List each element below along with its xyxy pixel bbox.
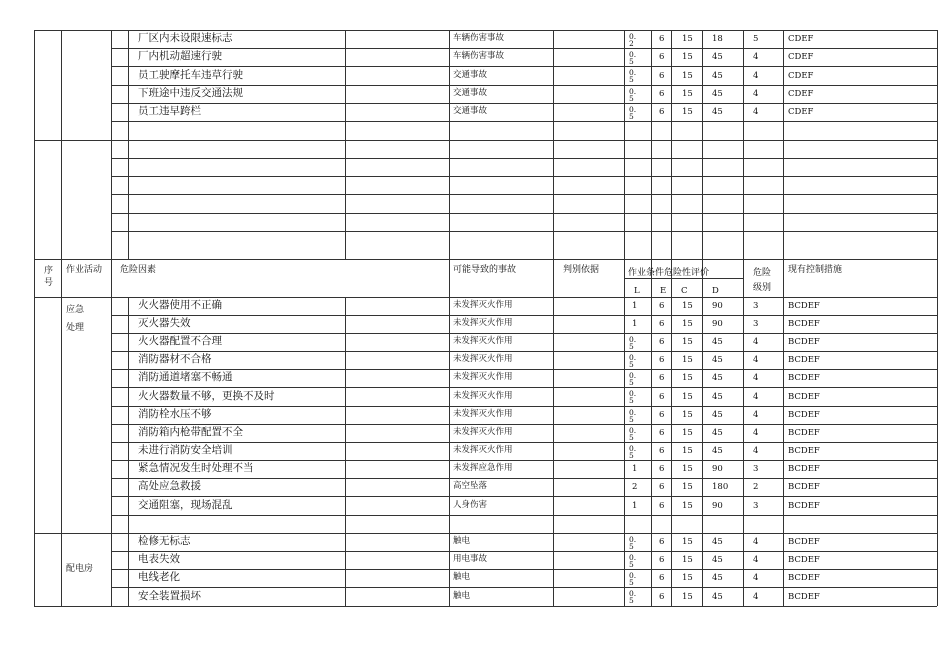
activity-switch-room: 配电房 <box>66 564 94 574</box>
accident-cell: 人身伤害 <box>453 499 488 510</box>
row-line <box>111 351 937 352</box>
consequence-cell: 15 <box>682 591 693 602</box>
consequence-cell: 15 <box>682 428 693 438</box>
risk-level-cell: 4 <box>753 52 759 62</box>
consequence-cell: 15 <box>682 70 693 81</box>
accident-cell: 未发挥灭火作用 <box>453 336 513 346</box>
danger-score-cell: 45 <box>712 89 723 99</box>
danger-score-cell: 45 <box>712 537 723 547</box>
danger-score-cell: 90 <box>712 500 723 511</box>
row-line <box>111 587 937 588</box>
accident-cell: 高空坠落 <box>453 481 488 491</box>
eval-header-line <box>624 278 743 279</box>
exposure-cell: 6 <box>659 591 665 602</box>
row-line <box>111 442 937 443</box>
exposure-cell: 6 <box>659 70 665 81</box>
consequence-cell: 15 <box>682 107 693 117</box>
likelihood-cell: 0. 5 <box>629 353 637 369</box>
row-line <box>111 48 937 49</box>
hazard-cell: 灭火器失效 <box>138 317 191 329</box>
accident-cell: 未发挥灭火作用 <box>453 390 513 401</box>
danger-score-cell: 45 <box>712 391 723 402</box>
row-line <box>111 551 937 552</box>
exposure-cell: 6 <box>659 337 665 347</box>
col-line-k <box>702 30 703 606</box>
header-measures: 现有控制措施 <box>788 265 843 275</box>
exposure-cell: 6 <box>659 34 665 44</box>
control-measures-cell: BCDEF <box>788 319 820 329</box>
control-measures-cell: BCDEF <box>788 482 820 492</box>
likelihood-cell: 0. 5 <box>629 68 637 84</box>
control-measures-cell: BCDEF <box>788 391 820 402</box>
row-line <box>111 369 937 370</box>
accident-cell: 触电 <box>453 572 471 582</box>
header-C: C <box>681 286 688 296</box>
risk-level-cell: 5 <box>753 34 759 44</box>
likelihood-cell: 0. 5 <box>629 408 637 424</box>
col-line-h <box>624 30 625 606</box>
control-measures-cell: BCDEF <box>788 446 820 456</box>
danger-score-cell: 90 <box>712 319 723 329</box>
header-basis: 判别依据 <box>563 265 600 275</box>
danger-score-cell: 45 <box>712 428 723 438</box>
risk-level-cell: 4 <box>753 89 759 99</box>
consequence-cell: 15 <box>682 52 693 62</box>
danger-score-cell: 45 <box>712 70 723 81</box>
risk-level-cell: 4 <box>753 391 759 402</box>
exposure-cell: 6 <box>659 537 665 547</box>
accident-cell: 未发挥灭火作用 <box>453 372 513 382</box>
row-line <box>111 213 937 214</box>
exposure-cell: 6 <box>659 555 665 565</box>
danger-score-cell: 45 <box>712 373 723 383</box>
exposure-cell: 6 <box>659 319 665 329</box>
control-measures-cell: CDEF <box>788 89 814 99</box>
risk-level-cell: 3 <box>753 301 759 311</box>
consequence-cell: 15 <box>682 555 693 565</box>
likelihood-cell: 0. 5 <box>629 571 637 587</box>
control-measures-cell: CDEF <box>788 107 814 117</box>
row-line <box>111 387 937 388</box>
risk-level-cell: 3 <box>753 319 759 329</box>
hazard-cell: 厂区内未设限速标志 <box>138 32 233 44</box>
accident-cell: 触电 <box>453 590 471 601</box>
row-line <box>34 259 937 260</box>
exposure-cell: 6 <box>659 410 665 420</box>
row-line <box>111 66 937 67</box>
hazard-cell: 火火器使用不正确 <box>138 299 222 311</box>
row-line <box>111 569 937 570</box>
likelihood-cell: 1 <box>632 301 638 311</box>
hazard-cell: 消防器材不合格 <box>138 353 212 365</box>
danger-score-cell: 45 <box>712 555 723 565</box>
likelihood-cell: 0. 2 <box>629 32 637 48</box>
likelihood-cell: 0. 5 <box>629 87 637 103</box>
control-measures-cell: BCDEF <box>788 464 820 474</box>
row-line <box>111 460 937 461</box>
control-measures-cell: BCDEF <box>788 537 820 547</box>
col-line-g <box>553 259 554 297</box>
col-line-c <box>111 30 112 606</box>
control-measures-cell: BCDEF <box>788 410 820 420</box>
row-line <box>34 606 937 607</box>
consequence-cell: 15 <box>682 373 693 383</box>
risk-level-cell: 2 <box>753 482 759 492</box>
hazard-cell: 火火器数量不够，更换不及时 <box>138 389 275 402</box>
consequence-cell: 15 <box>682 319 693 329</box>
control-measures-cell: CDEF <box>788 34 814 44</box>
row-line <box>111 424 937 425</box>
accident-cell: 交通事故 <box>453 106 488 116</box>
hazard-cell: 电线老化 <box>138 571 180 583</box>
control-measures-cell: BCDEF <box>788 373 820 383</box>
header-E: E <box>660 286 667 296</box>
hazard-cell: 安全装置损坏 <box>138 589 201 602</box>
hazard-cell: 检修无标志 <box>138 535 191 547</box>
row-line <box>111 515 937 516</box>
control-measures-cell: CDEF <box>788 52 814 62</box>
row-line <box>34 140 937 141</box>
risk-level-cell: 4 <box>753 355 759 365</box>
likelihood-cell: 2 <box>632 482 638 492</box>
row-line <box>111 333 937 334</box>
accident-cell: 用电事故 <box>453 554 488 564</box>
col-line-d <box>128 30 129 259</box>
accident-cell: 未发挥灭火作用 <box>453 427 513 437</box>
consequence-cell: 15 <box>682 301 693 311</box>
likelihood-cell: 0. 5 <box>629 50 637 66</box>
exposure-cell: 6 <box>659 464 665 474</box>
risk-level-cell: 4 <box>753 373 759 383</box>
danger-score-cell: 45 <box>712 52 723 62</box>
likelihood-cell: 0. 5 <box>629 589 637 605</box>
accident-cell: 车辆伤害事故 <box>453 33 505 43</box>
consequence-cell: 15 <box>682 573 693 583</box>
col-line-l <box>743 30 744 606</box>
exposure-cell: 6 <box>659 52 665 62</box>
col-line-m <box>783 30 784 606</box>
col-line-a <box>34 30 35 606</box>
danger-score-cell: 45 <box>712 355 723 365</box>
hazard-cell: 消防栓水压不够 <box>138 408 212 420</box>
hazard-cell: 未进行消防安全培训 <box>138 444 233 456</box>
col-line-j <box>671 30 672 606</box>
hazard-cell: 火火器配置不合理 <box>138 335 222 347</box>
col-line-i <box>651 30 652 606</box>
header-hazard: 危险因素 <box>120 265 157 275</box>
row-line <box>111 121 937 122</box>
control-measures-cell: BCDEF <box>788 428 820 438</box>
likelihood-cell: 0. 5 <box>629 535 637 551</box>
row-line <box>111 406 937 407</box>
risk-level-cell: 4 <box>753 107 759 117</box>
row-line <box>34 297 937 298</box>
risk-level-cell: 4 <box>753 70 759 81</box>
control-measures-cell: BCDEF <box>788 355 820 365</box>
risk-level-cell: 4 <box>753 428 759 438</box>
activity-emergency: 应急 处理 <box>66 305 85 333</box>
hazard-cell: 下班途中违反交通法规 <box>138 87 243 99</box>
col-line-d <box>128 297 129 606</box>
hazard-assessment-table <box>34 30 937 606</box>
accident-cell: 车辆伤害事故 <box>453 51 505 61</box>
accident-cell: 未发挥灭火作用 <box>453 354 513 364</box>
consequence-cell: 15 <box>682 337 693 347</box>
control-measures-cell: CDEF <box>788 70 814 81</box>
row-line <box>111 176 937 177</box>
hazard-cell: 交通阻塞，现场混乱 <box>138 498 233 511</box>
consequence-cell: 15 <box>682 355 693 365</box>
danger-score-cell: 45 <box>712 573 723 583</box>
accident-cell: 交通事故 <box>453 69 488 80</box>
header-seq: 序 号 <box>44 266 54 288</box>
risk-level-cell: 4 <box>753 573 759 583</box>
accident-cell: 未发挥灭火作用 <box>453 300 513 310</box>
hazard-cell: 员工驶摩托车违草行驶 <box>138 68 243 81</box>
row-line <box>111 231 937 232</box>
row-line <box>111 315 937 316</box>
likelihood-cell: 1 <box>632 464 638 474</box>
danger-score-cell: 45 <box>712 446 723 456</box>
control-measures-cell: BCDEF <box>788 337 820 347</box>
risk-level-cell: 3 <box>753 500 759 511</box>
header-activity: 作业活动 <box>66 265 103 275</box>
likelihood-cell: 0. 5 <box>629 553 637 569</box>
exposure-cell: 6 <box>659 107 665 117</box>
hazard-cell: 消防通道堵塞不畅通 <box>138 371 233 383</box>
control-measures-cell: BCDEF <box>788 591 820 602</box>
likelihood-cell: 0. 5 <box>629 389 637 405</box>
accident-cell: 未发挥应急作用 <box>453 463 513 473</box>
exposure-cell: 6 <box>659 391 665 402</box>
accident-cell: 未发挥灭火作用 <box>453 445 513 455</box>
hazard-cell: 紧急情况发生时处理不当 <box>138 462 254 474</box>
exposure-cell: 6 <box>659 89 665 99</box>
header-eval: 作业条件危险性评价 <box>628 268 710 278</box>
accident-cell: 交通事故 <box>453 88 488 98</box>
danger-score-cell: 45 <box>712 591 723 602</box>
likelihood-cell: 0. 5 <box>629 371 637 387</box>
consequence-cell: 15 <box>682 34 693 44</box>
row-line <box>111 194 937 195</box>
row-line <box>111 158 937 159</box>
control-measures-cell: BCDEF <box>788 573 820 583</box>
danger-score-cell: 45 <box>712 410 723 420</box>
danger-score-cell: 180 <box>712 482 729 492</box>
danger-score-cell: 18 <box>712 34 723 44</box>
hazard-cell: 消防箱内枪带配置不全 <box>138 426 243 438</box>
danger-score-cell: 45 <box>712 337 723 347</box>
exposure-cell: 6 <box>659 428 665 438</box>
control-measures-cell: BCDEF <box>788 500 820 511</box>
exposure-cell: 6 <box>659 373 665 383</box>
row-line <box>111 496 937 497</box>
header-L: L <box>634 286 640 296</box>
exposure-cell: 6 <box>659 482 665 492</box>
hazard-cell: 厂内机动超速行驶 <box>138 50 222 62</box>
consequence-cell: 15 <box>682 464 693 474</box>
likelihood-cell: 1 <box>632 319 638 329</box>
consequence-cell: 15 <box>682 410 693 420</box>
col-line-b <box>61 30 62 606</box>
danger-score-cell: 90 <box>712 464 723 474</box>
danger-score-cell: 90 <box>712 301 723 311</box>
exposure-cell: 6 <box>659 446 665 456</box>
consequence-cell: 15 <box>682 500 693 511</box>
consequence-cell: 15 <box>682 89 693 99</box>
row-line <box>34 533 937 534</box>
consequence-cell: 15 <box>682 446 693 456</box>
col-line-e <box>345 297 346 606</box>
consequence-cell: 15 <box>682 391 693 402</box>
header-accident: 可能导致的事故 <box>453 265 517 275</box>
risk-level-cell: 4 <box>753 537 759 547</box>
risk-level-cell: 4 <box>753 337 759 347</box>
risk-level-cell: 3 <box>753 464 759 474</box>
consequence-cell: 15 <box>682 482 693 492</box>
risk-level-cell: 4 <box>753 410 759 420</box>
col-line-f <box>449 30 450 606</box>
risk-level-cell: 4 <box>753 555 759 565</box>
control-measures-cell: BCDEF <box>788 301 820 311</box>
row-line <box>111 103 937 104</box>
risk-level-cell: 4 <box>753 591 759 602</box>
likelihood-cell: 1 <box>632 500 638 511</box>
likelihood-cell: 0. 5 <box>629 335 637 351</box>
col-line-n <box>937 30 938 606</box>
row-line <box>111 85 937 86</box>
likelihood-cell: 0. 5 <box>629 444 637 460</box>
consequence-cell: 15 <box>682 537 693 547</box>
row-line <box>111 478 937 479</box>
hazard-cell: 电表失效 <box>138 553 180 565</box>
hazard-cell: 高处应急救援 <box>138 480 201 492</box>
header-level: 危险 级别 <box>753 268 772 293</box>
control-measures-cell: BCDEF <box>788 555 820 565</box>
accident-cell: 未发挥灭火作用 <box>453 409 513 419</box>
accident-cell: 未发挥灭火作用 <box>453 318 513 328</box>
exposure-cell: 6 <box>659 500 665 511</box>
hazard-cell: 员工违早跨栏 <box>138 105 201 117</box>
likelihood-cell: 0. 5 <box>629 105 637 121</box>
row-line <box>34 30 937 31</box>
exposure-cell: 6 <box>659 301 665 311</box>
col-line-g <box>553 297 554 606</box>
col-line-e <box>345 30 346 259</box>
likelihood-cell: 0. 5 <box>629 426 637 442</box>
header-D: D <box>712 286 719 296</box>
exposure-cell: 6 <box>659 573 665 583</box>
danger-score-cell: 45 <box>712 107 723 117</box>
col-line-g <box>553 30 554 259</box>
accident-cell: 触电 <box>453 536 471 546</box>
exposure-cell: 6 <box>659 355 665 365</box>
risk-level-cell: 4 <box>753 446 759 456</box>
